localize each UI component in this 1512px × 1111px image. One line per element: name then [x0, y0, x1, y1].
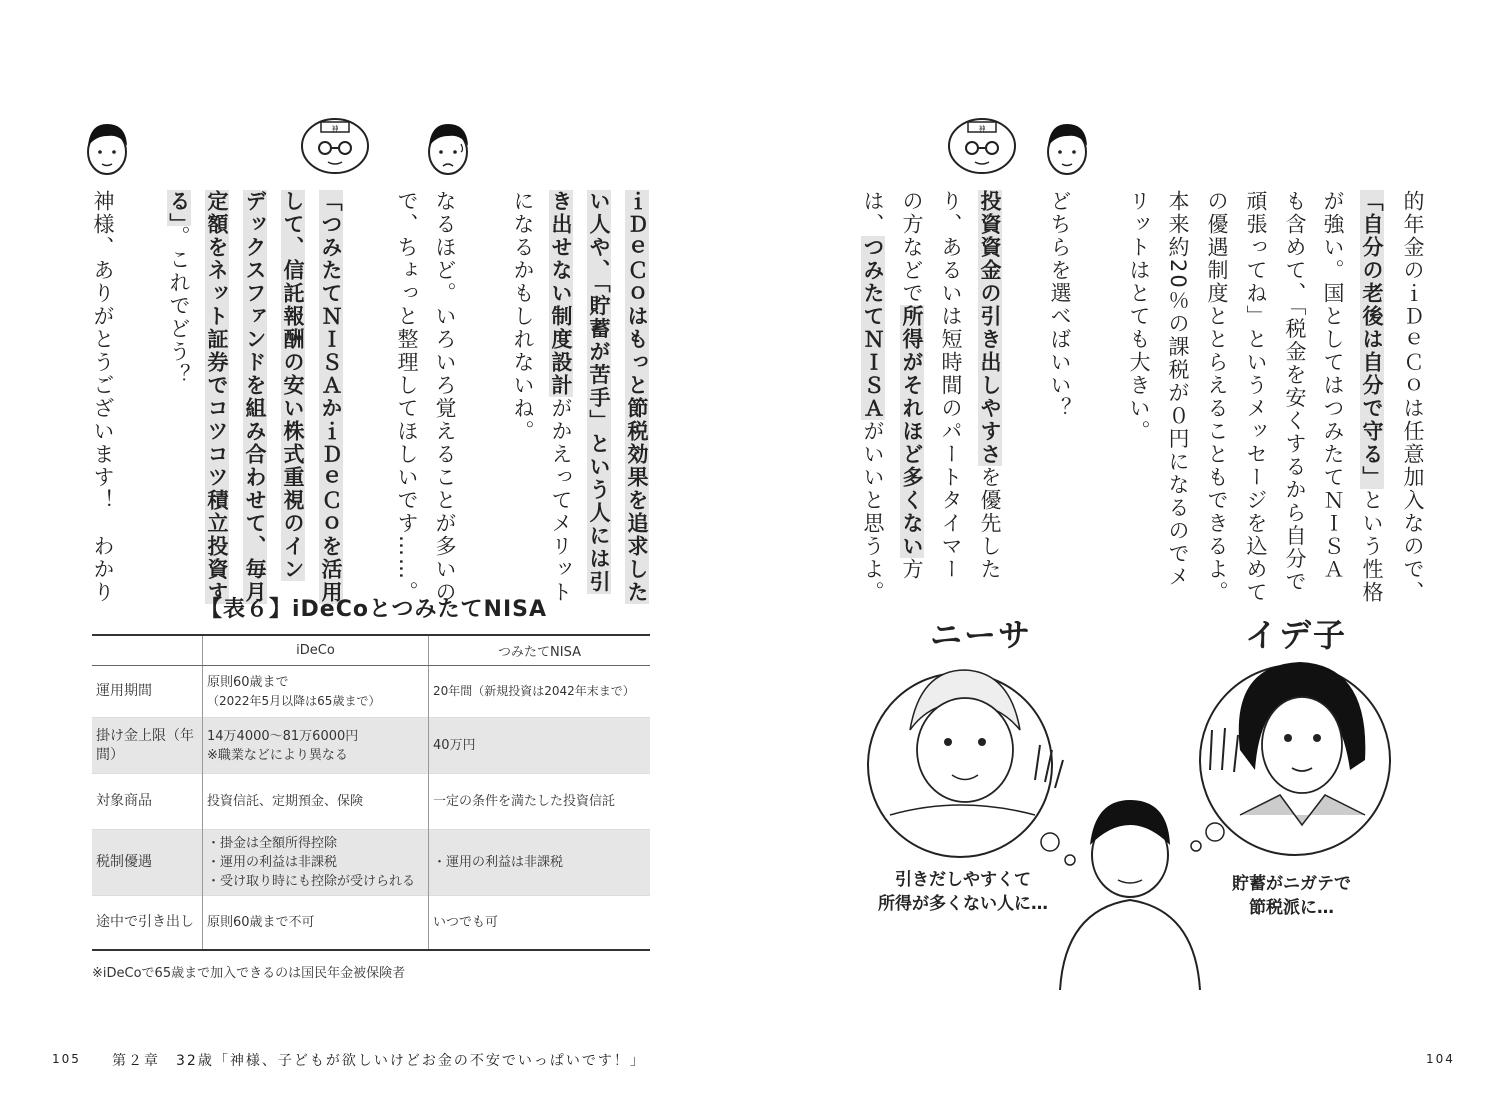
cell-line: 投資信託、定期預金、保険 [207, 794, 364, 809]
text-span: は任意加入なので、 [1401, 397, 1425, 604]
table-row [92, 774, 650, 830]
right-col-2 [1357, 190, 1387, 604]
highlight-text: 定額をネット証券でコツコツ積立投資す [205, 190, 229, 604]
left-col-3 [546, 190, 576, 604]
table-header-cell: iDeCo [203, 635, 429, 666]
nisa-cell [429, 896, 651, 950]
text-span: 的年金の [1401, 190, 1425, 282]
left-col-5 [430, 190, 460, 604]
ideco-cell [203, 896, 429, 950]
highlight-text: つみたてＮＩＳＡ [861, 236, 885, 420]
cell-line: 原則60歳まで不可 [207, 914, 315, 930]
right-col-4 [1280, 190, 1310, 594]
ideko-name-label: イデ子 [1245, 616, 1348, 654]
table-note: ※iDeCoで65歳まで加入できるのは国民年金被保険者 [92, 966, 406, 981]
text-span: がかえってメリット [549, 397, 573, 604]
text-span: も含めて、「税金を安くするから自分で [1283, 190, 1307, 594]
cell-line: 20年間（新規投資は2042年末まで） [433, 684, 635, 698]
left-col-7 [316, 190, 346, 604]
highlight-text: 「自分の老後は自分で守る」 [1360, 190, 1384, 489]
student-face-icon [1042, 120, 1092, 176]
cell-line: 40万円 [433, 738, 476, 753]
bubble-right-text [1232, 872, 1351, 920]
right-col-7 [1163, 190, 1193, 589]
cell-line: ・運用の利益は非課税 [433, 855, 564, 870]
svg-text:神: 神 [978, 125, 986, 133]
left-col-9 [240, 190, 270, 604]
highlight-text: 投資資金の引き出しやすさ [978, 190, 1002, 466]
page-number-left: 105 [52, 1052, 81, 1066]
cell-line: ・運用の利益は非課税 [207, 855, 338, 870]
row-label: 掛け金上限（年間） [92, 718, 203, 774]
cell-line: （2022年5月以降は65歳まで） [207, 693, 381, 708]
row-label: 税制優遇 [92, 830, 203, 896]
right-col-1 [1398, 190, 1428, 604]
ideco-cell [203, 830, 429, 896]
student-face-icon [82, 120, 132, 176]
left-col-10 [202, 190, 232, 604]
right-col-5 [1241, 190, 1271, 604]
nisa-cell [429, 830, 651, 896]
text-span: が強い。国としてはつみたてＮＩＳＡ [1321, 190, 1345, 581]
highlight-text: デックスファンドを組み合わせて、毎月 [243, 190, 267, 604]
text-span: になるかもしれないね。 [511, 190, 535, 443]
svg-text:神: 神 [331, 125, 339, 133]
cell-line: いつでも可 [433, 914, 499, 930]
text-span: という性格 [1360, 489, 1384, 604]
student-worried-face-icon [423, 120, 473, 176]
text-span: は、 [861, 190, 885, 236]
cell-line: 一定の条件を満たした投資信託 [433, 794, 616, 809]
right-col-6 [1202, 190, 1232, 604]
table-row [92, 896, 650, 950]
bubble-line: 引きだしやすくて [895, 870, 1031, 890]
nisa-cell [429, 666, 651, 718]
nisa-name-label: ニーサ [930, 616, 1033, 654]
kami-face-icon [945, 116, 1019, 176]
ideco-cell [203, 774, 429, 830]
highlight-text: い人や、 [587, 190, 611, 282]
illustration [860, 610, 1420, 1010]
comparison-table [92, 634, 650, 951]
highlight-text: 所得がそれほど多くない [900, 305, 924, 558]
page-number-right: 104 [1426, 1052, 1455, 1066]
text-span: り、あるいは短時間のパートタイマー [939, 190, 963, 581]
right-col-10 [975, 190, 1005, 581]
table-title: 【表６】iDeCoとつみたてNISA [200, 597, 548, 622]
nisa-cell [429, 718, 651, 774]
nisa-cell [429, 774, 651, 830]
table-row [92, 666, 650, 718]
text-span: 頑張ってね」というメッセージを込めて [1244, 190, 1268, 604]
highlight-text: き出せない制度設計 [549, 190, 573, 397]
text-span: 方 [900, 558, 924, 581]
table-row [92, 830, 650, 896]
right-col-9 [1045, 190, 1075, 420]
left-col-8 [278, 190, 308, 581]
table-header-cell: つみたてNISA [429, 635, 651, 666]
running-head: 第２章 32歳「神様、子どもが欲しいけどお金の不安でいっぱいです！」 [112, 1053, 646, 1069]
text-span: 。これでどう？ [167, 225, 191, 387]
text-span: の優遇制度ととらえることもできるよ。 [1205, 190, 1229, 604]
highlight-text: る」 [167, 190, 191, 226]
cell-line: 14万4000〜81万6000円 [207, 728, 359, 744]
highlight-text: ｉＤｅＣｏはもっと節税効果を追求した [625, 190, 649, 604]
table-header-cell [92, 635, 203, 666]
highlight-text: 「貯蓄が苦手」という人には引 [587, 282, 611, 594]
right-col-12 [897, 190, 927, 581]
text-span: を優先した [978, 466, 1002, 581]
row-label: 途中で引き出し [96, 913, 194, 930]
text-span: で、ちょっと整理してほしいです……。 [395, 190, 419, 604]
text-span: どちらを選べばいい？ [1048, 190, 1072, 420]
ideco-cell [203, 718, 429, 774]
bubble-line: 貯蓄がニガテで [1232, 874, 1351, 894]
text-span: 神様、ありがとうございます！ わかり [91, 190, 115, 604]
bubble-line: 節税派に… [1249, 898, 1334, 918]
table-row [92, 718, 650, 774]
left-col-1 [622, 190, 652, 604]
right-col-13 [858, 190, 888, 604]
right-col-8 [1124, 190, 1154, 443]
left-col-12 [88, 190, 118, 604]
text-span: ｉＤｅＣｏ [1401, 282, 1425, 397]
text-span: がいいと思うよ。 [861, 420, 885, 604]
right-col-3 [1318, 190, 1348, 581]
table-header-row [92, 635, 650, 666]
highlight-text: して、信託報酬の安い株式重視のイン [281, 190, 305, 581]
right-col-11 [936, 190, 966, 581]
cell-line: ・受け取り時にも控除が受けられる [207, 874, 416, 889]
cell-line: ※職業などにより異なる [207, 747, 348, 763]
ideco-cell [203, 666, 429, 718]
text-span: 本来約20％の課税が０円になるのでメ [1166, 190, 1190, 589]
left-col-2 [584, 190, 614, 594]
text-span: リットはとても大きい。 [1127, 190, 1151, 443]
bubble-line: 所得が多くない人に… [878, 894, 1048, 914]
left-col-11 [164, 190, 194, 387]
cell-line: ・掛金は全額所得控除 [207, 836, 338, 851]
bubble-left-text [878, 868, 1048, 916]
left-col-4 [508, 190, 538, 443]
row-label: 運用期間 [96, 683, 152, 699]
row-label: 対象商品 [96, 793, 152, 809]
text-span: なるほど。いろいろ覚えることが多いの [433, 190, 457, 604]
characters-drawing [860, 610, 1420, 1010]
kami-face-icon [298, 116, 372, 176]
left-col-6 [392, 190, 422, 604]
text-span: の方などで [900, 190, 924, 305]
cell-line: 原則60歳まで [207, 674, 289, 690]
highlight-text: 「つみたてＮＩＳＡかｉＤｅＣｏを活用 [319, 190, 343, 604]
